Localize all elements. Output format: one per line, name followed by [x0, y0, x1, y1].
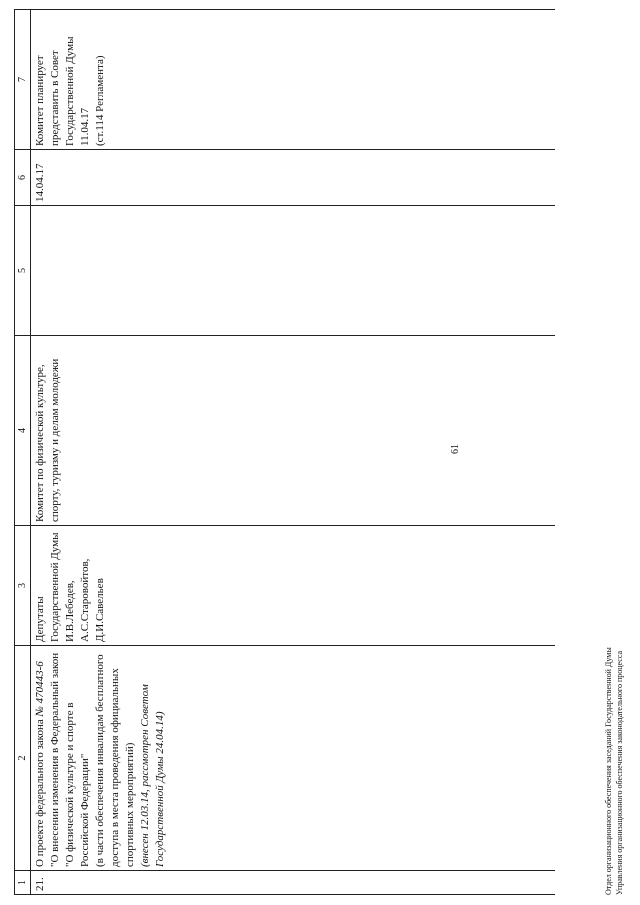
table-row [31, 10, 556, 895]
header-col-2: 2 [15, 646, 31, 871]
footer-line-1: Отдел организационного обеспечения заседаний Государственной Думы [604, 647, 613, 895]
header-col-6: 6 [15, 150, 31, 206]
bill-number: № 470443-6 [34, 661, 46, 717]
note-cell: Комитет планирует представить в Совет Государственной Думы 11.04.17 (ст.114 Регламента) [31, 10, 556, 150]
row-number: 21. [31, 871, 556, 895]
page-number: 61 [450, 444, 461, 454]
header-col-7: 7 [15, 10, 31, 150]
bill-description [31, 646, 556, 871]
header-row [15, 10, 31, 895]
bill-table [14, 9, 555, 895]
header-col-3: 3 [15, 526, 31, 646]
header-col-5: 5 [15, 206, 31, 336]
header-col-4: 4 [15, 336, 31, 526]
header-col-1: 1 [15, 871, 31, 895]
footer [603, 595, 625, 895]
date-cell: 14.04.17 [31, 150, 556, 206]
bill-note: (внесен 12.03.14, рассмотрен Советом Государственной Думы 24.04.14) [139, 684, 166, 867]
responsible-committee: Комитет по физической культуре, спорту, туризму и делам молодежи [31, 336, 556, 526]
bill-body: "О внесении изменения в Федеральный закон "О физической культуре и спорте в Российской Федерации" (в части обеспечения инвалидам бесплатного доступа в места проведения официальных спортивных мероприятий) [49, 652, 136, 867]
bill-table-container [14, 10, 574, 895]
bill-title-prefix: О проекте федерального закона [34, 716, 46, 867]
column-5-cell [31, 206, 556, 336]
bill-authors: Депутаты Государственной Думы И.В.Лебедев, А.С.Старовойтов, Д.И.Савельев [31, 526, 556, 646]
footer-line-2: Управления организационного обеспечения законодательного процесса [615, 650, 624, 895]
